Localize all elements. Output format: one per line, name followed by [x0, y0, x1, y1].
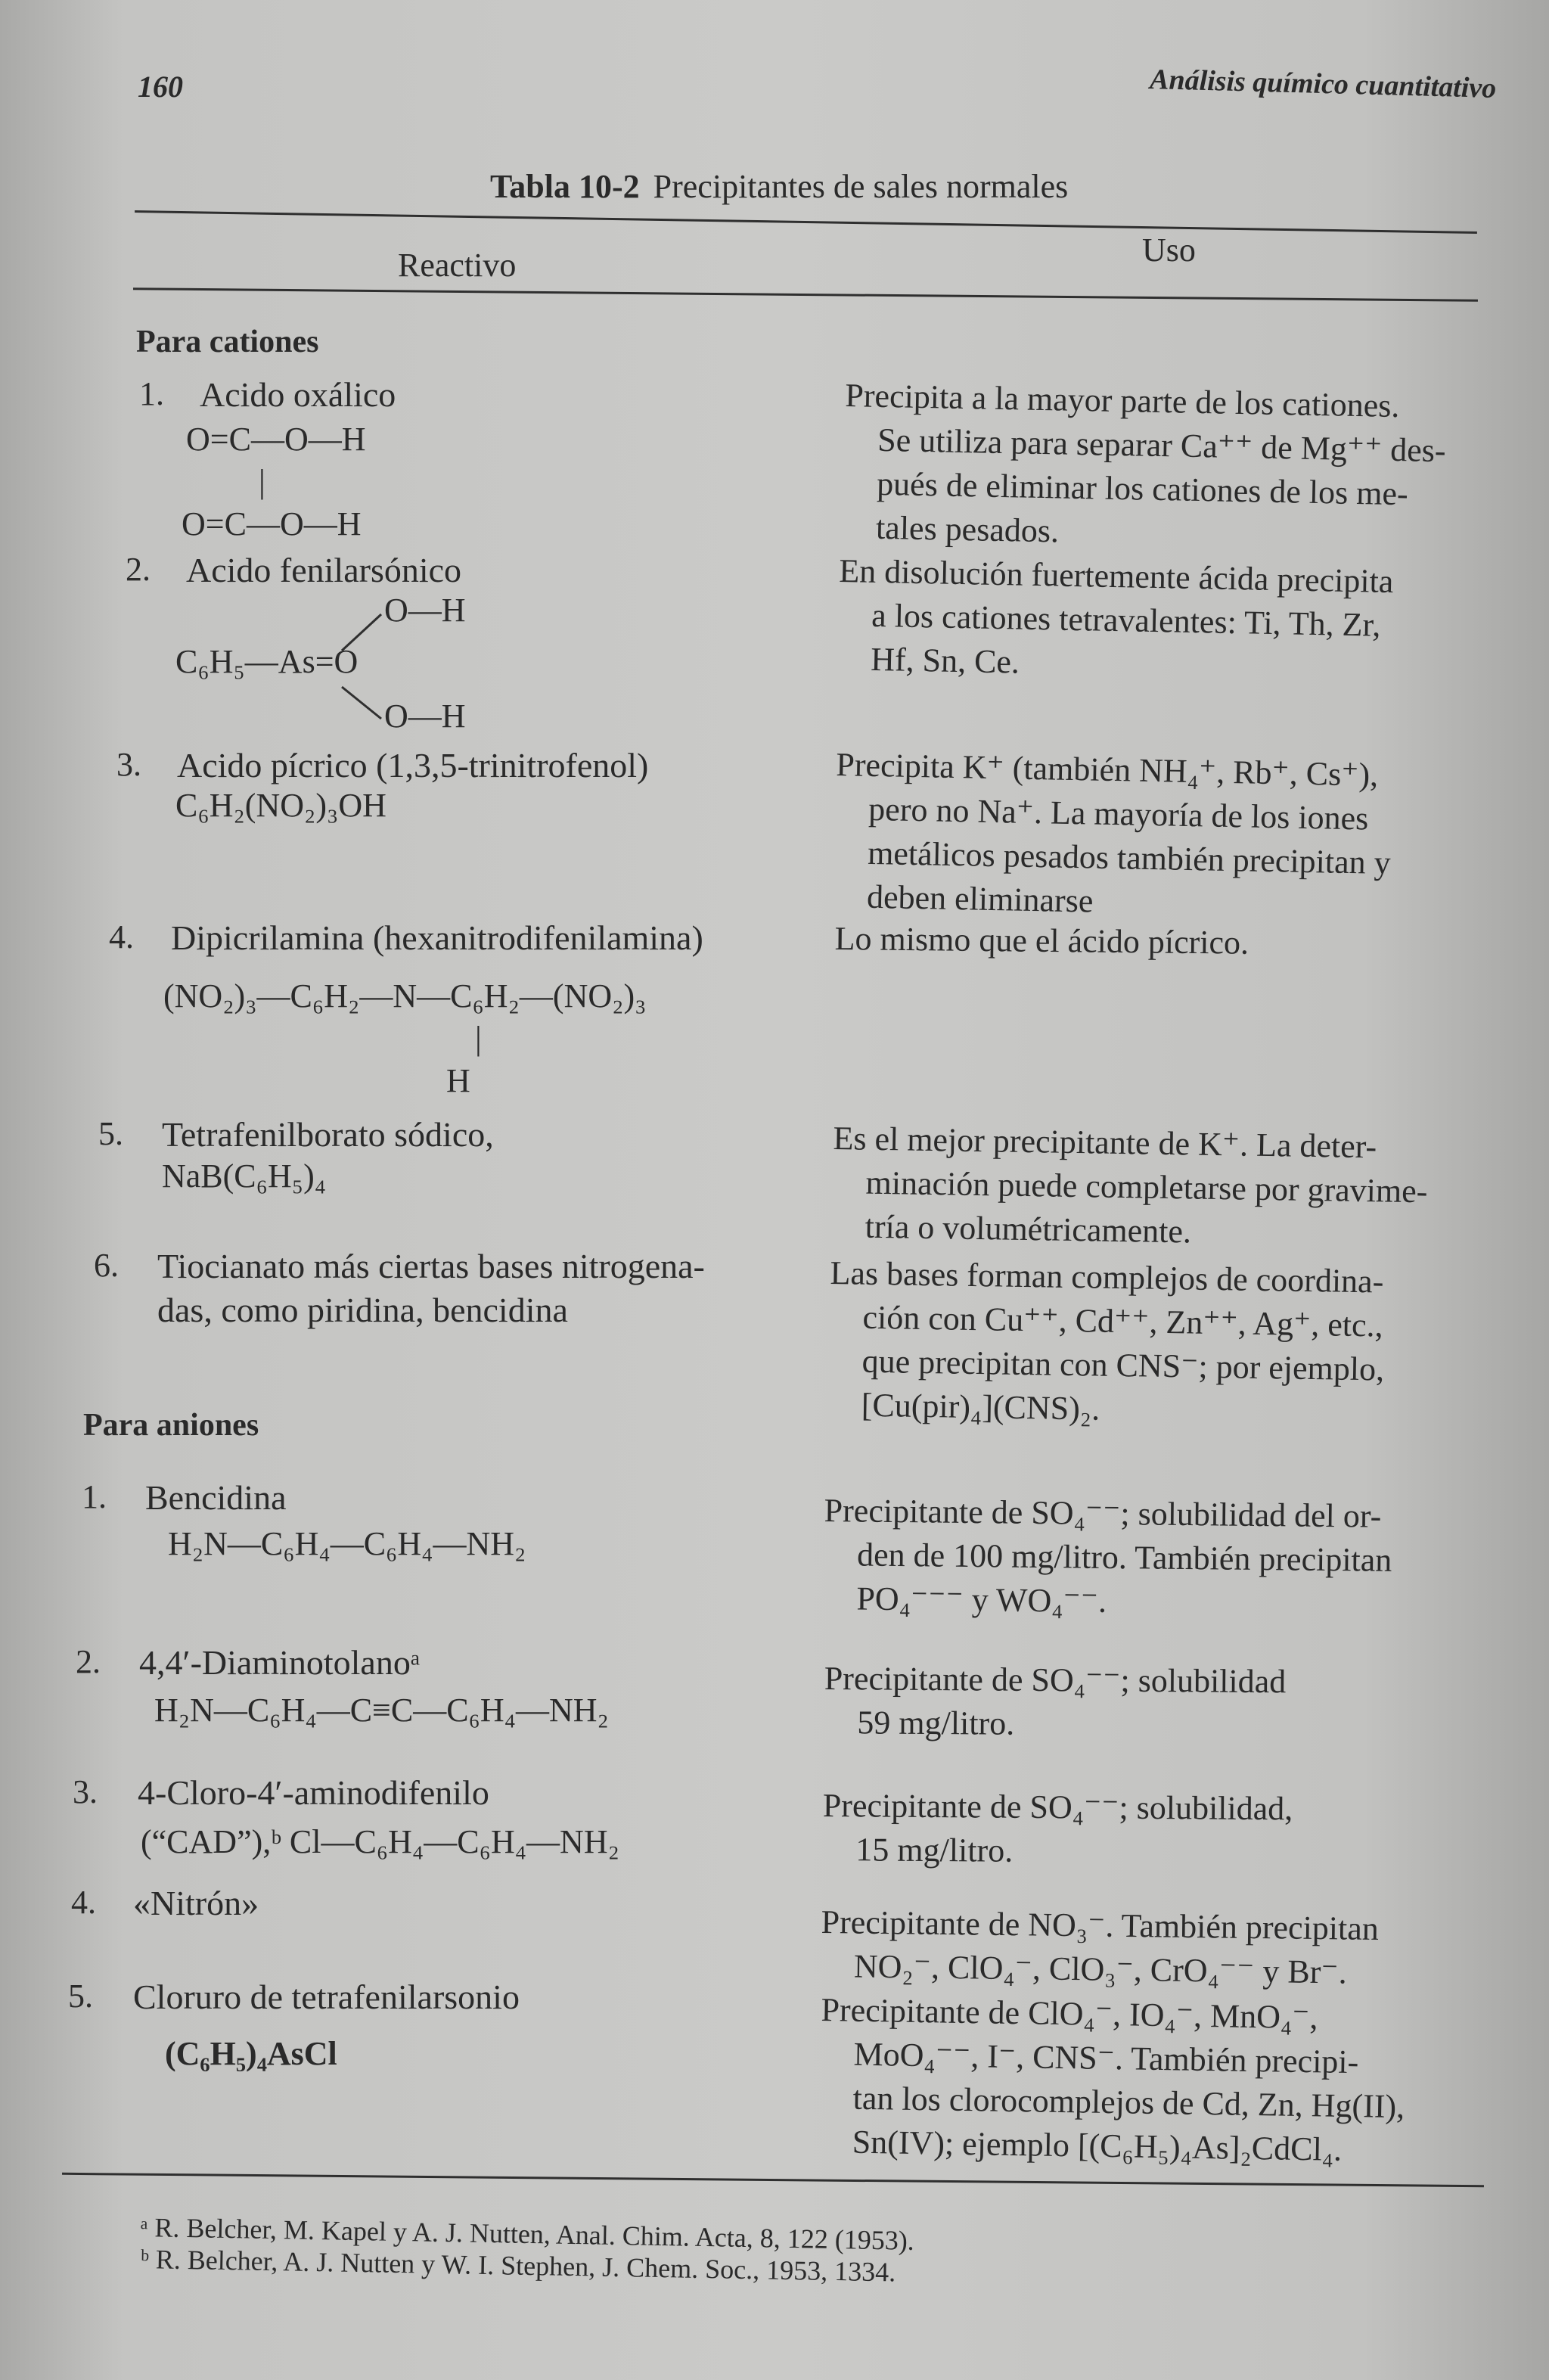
chemical-formula: NaB(C₆H₅)₄	[162, 1157, 327, 1195]
structural-formula-line: (NO₂)₃—C₆H₂—N—C₆H₂—(NO₂)₃	[163, 977, 647, 1014]
use-line: deben eliminarse	[866, 878, 1094, 920]
use-description	[823, 1489, 1392, 1627]
chemical-formula: H₂N—C₆H₄—C₆H₄—NH₂	[168, 1525, 526, 1562]
use-line: Precipitante de SO₄⁻⁻; solubilidad	[824, 1660, 1287, 1701]
bond-line	[342, 687, 381, 719]
use-line: Precipitante de SO₄⁻⁻; solubilidad del or-	[824, 1491, 1382, 1535]
use-line: metálicos pesados también precipitan y	[867, 834, 1392, 882]
reagent-name: Bencidina	[145, 1478, 287, 1517]
use-description	[824, 1657, 1286, 1748]
item-number: 4.	[71, 1884, 96, 1921]
item-number: 6.	[94, 1247, 119, 1284]
structural-formula-line: O—H	[384, 592, 466, 629]
item-number: 1.	[139, 375, 164, 412]
reagent-name: Cloruro de tetrafenilarsonio	[133, 1978, 520, 2016]
reagent-name: «Nitrón»	[133, 1884, 259, 1922]
item-number: 2.	[76, 1643, 101, 1680]
chemical-formula: H₂N—C₆H₄—C≡C—C₆H₄—NH₂	[154, 1692, 609, 1729]
use-line: Precipitante de ClO₄⁻, IO₄⁻, MnO₄⁻,	[821, 1990, 1318, 2037]
structural-formula-line: H	[446, 1062, 470, 1099]
use-line: Precipitante de SO₄⁻⁻; solubilidad,	[822, 1787, 1293, 1828]
use-line: Precipita K⁺ (también NH₄⁺, Rb⁺, Cs⁺),	[835, 745, 1379, 794]
use-description	[837, 549, 1394, 691]
use-line: PO₄⁻⁻⁻ y WO₄⁻⁻.	[856, 1580, 1107, 1620]
item-number: 1.	[82, 1478, 107, 1515]
section-heading-anions: Para aniones	[83, 1408, 259, 1443]
use-line: Se utiliza para separar Ca⁺⁺ de Mg⁺⁺ des-	[877, 421, 1447, 470]
use-line: tan los clorocomplejos de Cd, Zn, Hg(II),	[852, 2079, 1405, 2126]
running-head: Análisis químico cuantitativo	[1149, 64, 1497, 104]
structural-formula-line: O=C—O—H	[182, 505, 362, 542]
use-description	[843, 374, 1448, 561]
use-line: pués de eliminar los cationes de los me-	[876, 465, 1409, 513]
use-description	[818, 1988, 1406, 2173]
footnote-a: ᵃ R. Belcher, M. Kapel y A. J. Nutten, Anal. Chim. Acta, 8, 122 (1953).	[140, 2212, 915, 2256]
reagent-name: Acido pícrico (1,3,5-trinitrofenol)	[177, 746, 649, 785]
top-rule	[135, 210, 1477, 234]
use-description	[821, 1900, 1380, 1995]
bond-line	[342, 614, 381, 651]
column-header-uso: Uso	[1142, 231, 1196, 269]
structural-formula-line: C₆H₅—As=O	[175, 643, 359, 680]
use-line: Hf, Sn, Ce.	[870, 640, 1020, 681]
use-line: Precipita a la mayor parte de los cationes.	[844, 376, 1400, 425]
use-line: Las bases forman complejos de coordina-	[830, 1254, 1384, 1300]
use-line: 15 mg/litro.	[855, 1831, 1014, 1869]
use-description	[827, 1251, 1386, 1436]
use-line: tales pesados.	[875, 508, 1060, 550]
use-line: [Cu(pir)₄](CNS)₂.	[861, 1386, 1100, 1428]
use-description	[834, 917, 1249, 965]
item-number: 5.	[98, 1115, 123, 1152]
item-number: 5.	[68, 1978, 93, 2015]
footnote-b: ᵇ R. Belcher, A. J. Nutten y W. I. Stephen, J. Chem. Soc., 1953, 1334.	[140, 2244, 896, 2288]
use-line: Lo mismo que el ácido pícrico.	[834, 919, 1249, 962]
reagent-name: Acido fenilarsónico	[186, 551, 462, 589]
header-rule	[133, 287, 1478, 302]
reagent-name: Tetrafenilborato sódico,	[162, 1115, 494, 1154]
use-line: Es el mejor precipitante de K⁺. La deter-	[833, 1119, 1377, 1166]
chemical-formula: C₆H₂(NO₂)₃OH	[175, 787, 386, 824]
reagent-name: Dipicrilamina (hexanitrodifenilamina)	[171, 918, 703, 957]
structural-formula-line: |	[259, 463, 265, 500]
item-number: 4.	[109, 918, 134, 955]
reagent-name-continued: das, como piridina, bencidina	[157, 1291, 568, 1329]
table-caption	[490, 168, 1068, 207]
table-label: Tabla 10-2	[490, 168, 640, 205]
reagent-name: 4,4′-Diaminotolanoᵃ	[139, 1643, 421, 1682]
use-line: ción con Cu⁺⁺, Cd⁺⁺, Zn⁺⁺, Ag⁺, etc.,	[862, 1298, 1383, 1344]
use-line: Precipitante de NO₃⁻. También precipitan	[821, 1903, 1380, 1948]
structural-formula-line: O—H	[384, 698, 466, 735]
item-number: 2.	[126, 551, 151, 588]
use-description	[833, 743, 1393, 929]
chemical-formula: (“CAD”),ᵇ Cl—C₆H₄—C₆H₄—NH₂	[141, 1823, 619, 1860]
section-heading-cations: Para cationes	[136, 325, 319, 359]
reagent-name: Acido oxálico	[200, 375, 396, 414]
use-line: En disolución fuertemente ácida precipita	[838, 552, 1394, 601]
column-header-reactivo: Reactivo	[398, 247, 517, 284]
item-number: 3.	[116, 746, 141, 783]
chemical-formula: (C₆H₅)₄AsCl	[165, 2035, 337, 2072]
arsonic-bonds	[333, 598, 393, 726]
use-line: 59 mg/litro.	[857, 1704, 1015, 1742]
use-line: tría o volumétricamente.	[865, 1207, 1192, 1251]
table-title: Precipitantes de sales normales	[653, 168, 1069, 205]
use-line: NO₂⁻, ClO₄⁻, ClO₃⁻, CrO₄⁻⁻ y Br⁻.	[853, 1947, 1347, 1991]
bottom-rule	[62, 2173, 1484, 2187]
use-line: MoO₄⁻⁻, I⁻, CNS⁻. También precipi-	[853, 2035, 1359, 2081]
use-description	[822, 1784, 1293, 1875]
reagent-name: 4-Cloro-4′-aminodifenilo	[138, 1773, 489, 1812]
structural-formula-line: |	[475, 1020, 482, 1057]
reagent-name: Tiocianato más ciertas bases nitrogena-	[157, 1247, 705, 1285]
use-line: minación puede completarse por gravime-	[865, 1164, 1428, 1210]
use-line: Sn(IV); ejemplo [(C₆H₅)₄As]₂CdCl₄.	[852, 2123, 1343, 2168]
use-line: pero no Na⁺. La mayoría de los iones	[868, 790, 1369, 837]
item-number: 3.	[73, 1773, 98, 1810]
use-line: que precipitan con CNS⁻; por ejemplo,	[861, 1342, 1385, 1388]
use-line: a los cationes tetravalentes: Ti, Th, Zr,	[871, 596, 1381, 644]
structural-formula-line: O=C—O—H	[186, 421, 366, 458]
page-number: 160	[138, 70, 183, 104]
use-line: den de 100 mg/litro. También precipitan	[856, 1536, 1392, 1579]
use-description	[831, 1117, 1428, 1257]
